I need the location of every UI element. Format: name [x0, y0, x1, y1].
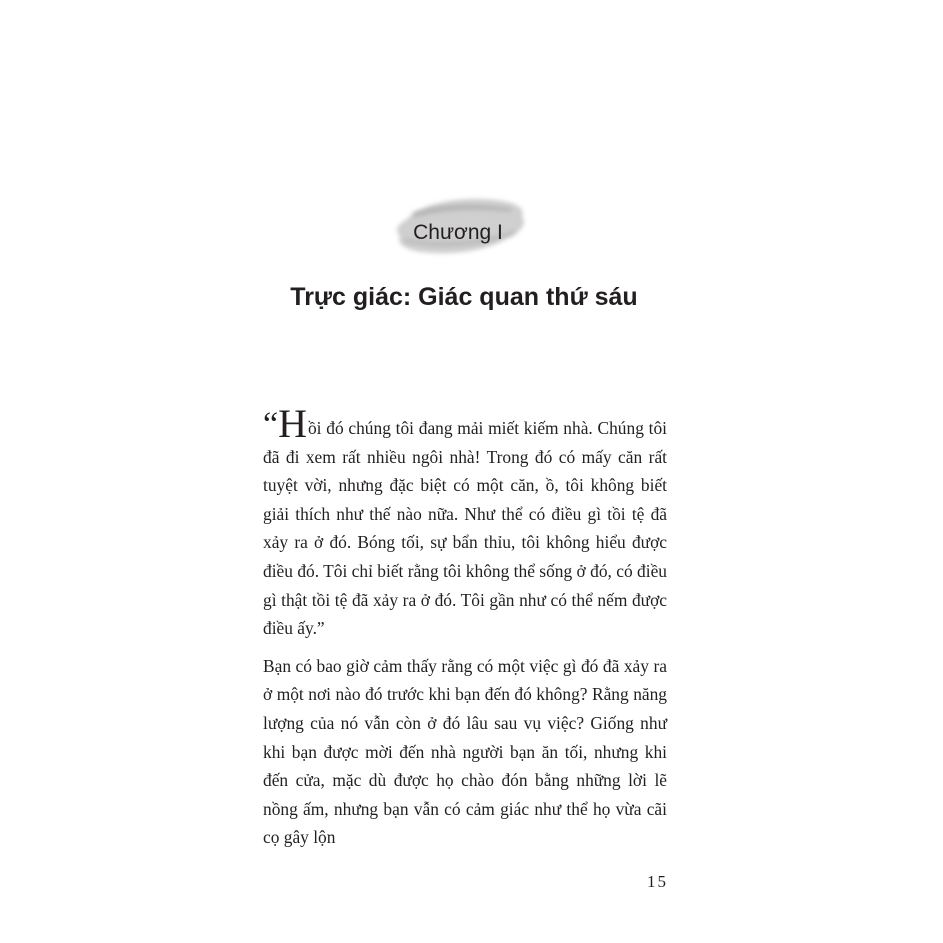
- page-number: 15: [647, 872, 668, 891]
- quote-paragraph: [263, 401, 667, 643]
- chapter-title: Trực giác: Giác quan thứ sáu: [290, 283, 638, 311]
- body-text: [263, 401, 667, 852]
- chapter-label: Chương I: [413, 221, 503, 244]
- open-quote-mark: “: [263, 406, 279, 443]
- body-paragraph: Bạn có bao giờ cảm thấy rằng có một việc gì đó đã xảy ra ở một nơi nào đó trước khi bạn đến đó không? Rằng năng lượng của nó vẫn còn ở đó lâu sau vụ việc? Giống như khi bạn được mời đến nhà người bạn ăn tối, nhưng khi đến cửa, mặc dù được họ chào đón bằng những lời lẽ nồng ấm, nhưng bạn vẫn có cảm giác như thể họ vừa cãi cọ gây lộn: [263, 655, 667, 848]
- drop-cap: H: [278, 401, 308, 446]
- quote-text: ồi đó chúng tôi đang mải miết kiếm nhà. Chúng tôi đã đi xem rất nhiều ngôi nhà! Trong đó có mấy căn rất tuyệt vời, nhưng đặc biệt có một căn, ồ, tôi không biết giải thích như thế nào nữa. Như thể có điều gì tồi tệ đã xảy ra ở đó. Bóng tối, sự bẩn thỉu, tôi không hiểu được điều đó. Tôi chỉ biết rằng tôi không thể sống ở đó, có điều gì thật tồi tệ đã xảy ra ở đó. Tôi gần như có thể nếm được điều ấy.”: [263, 418, 667, 639]
